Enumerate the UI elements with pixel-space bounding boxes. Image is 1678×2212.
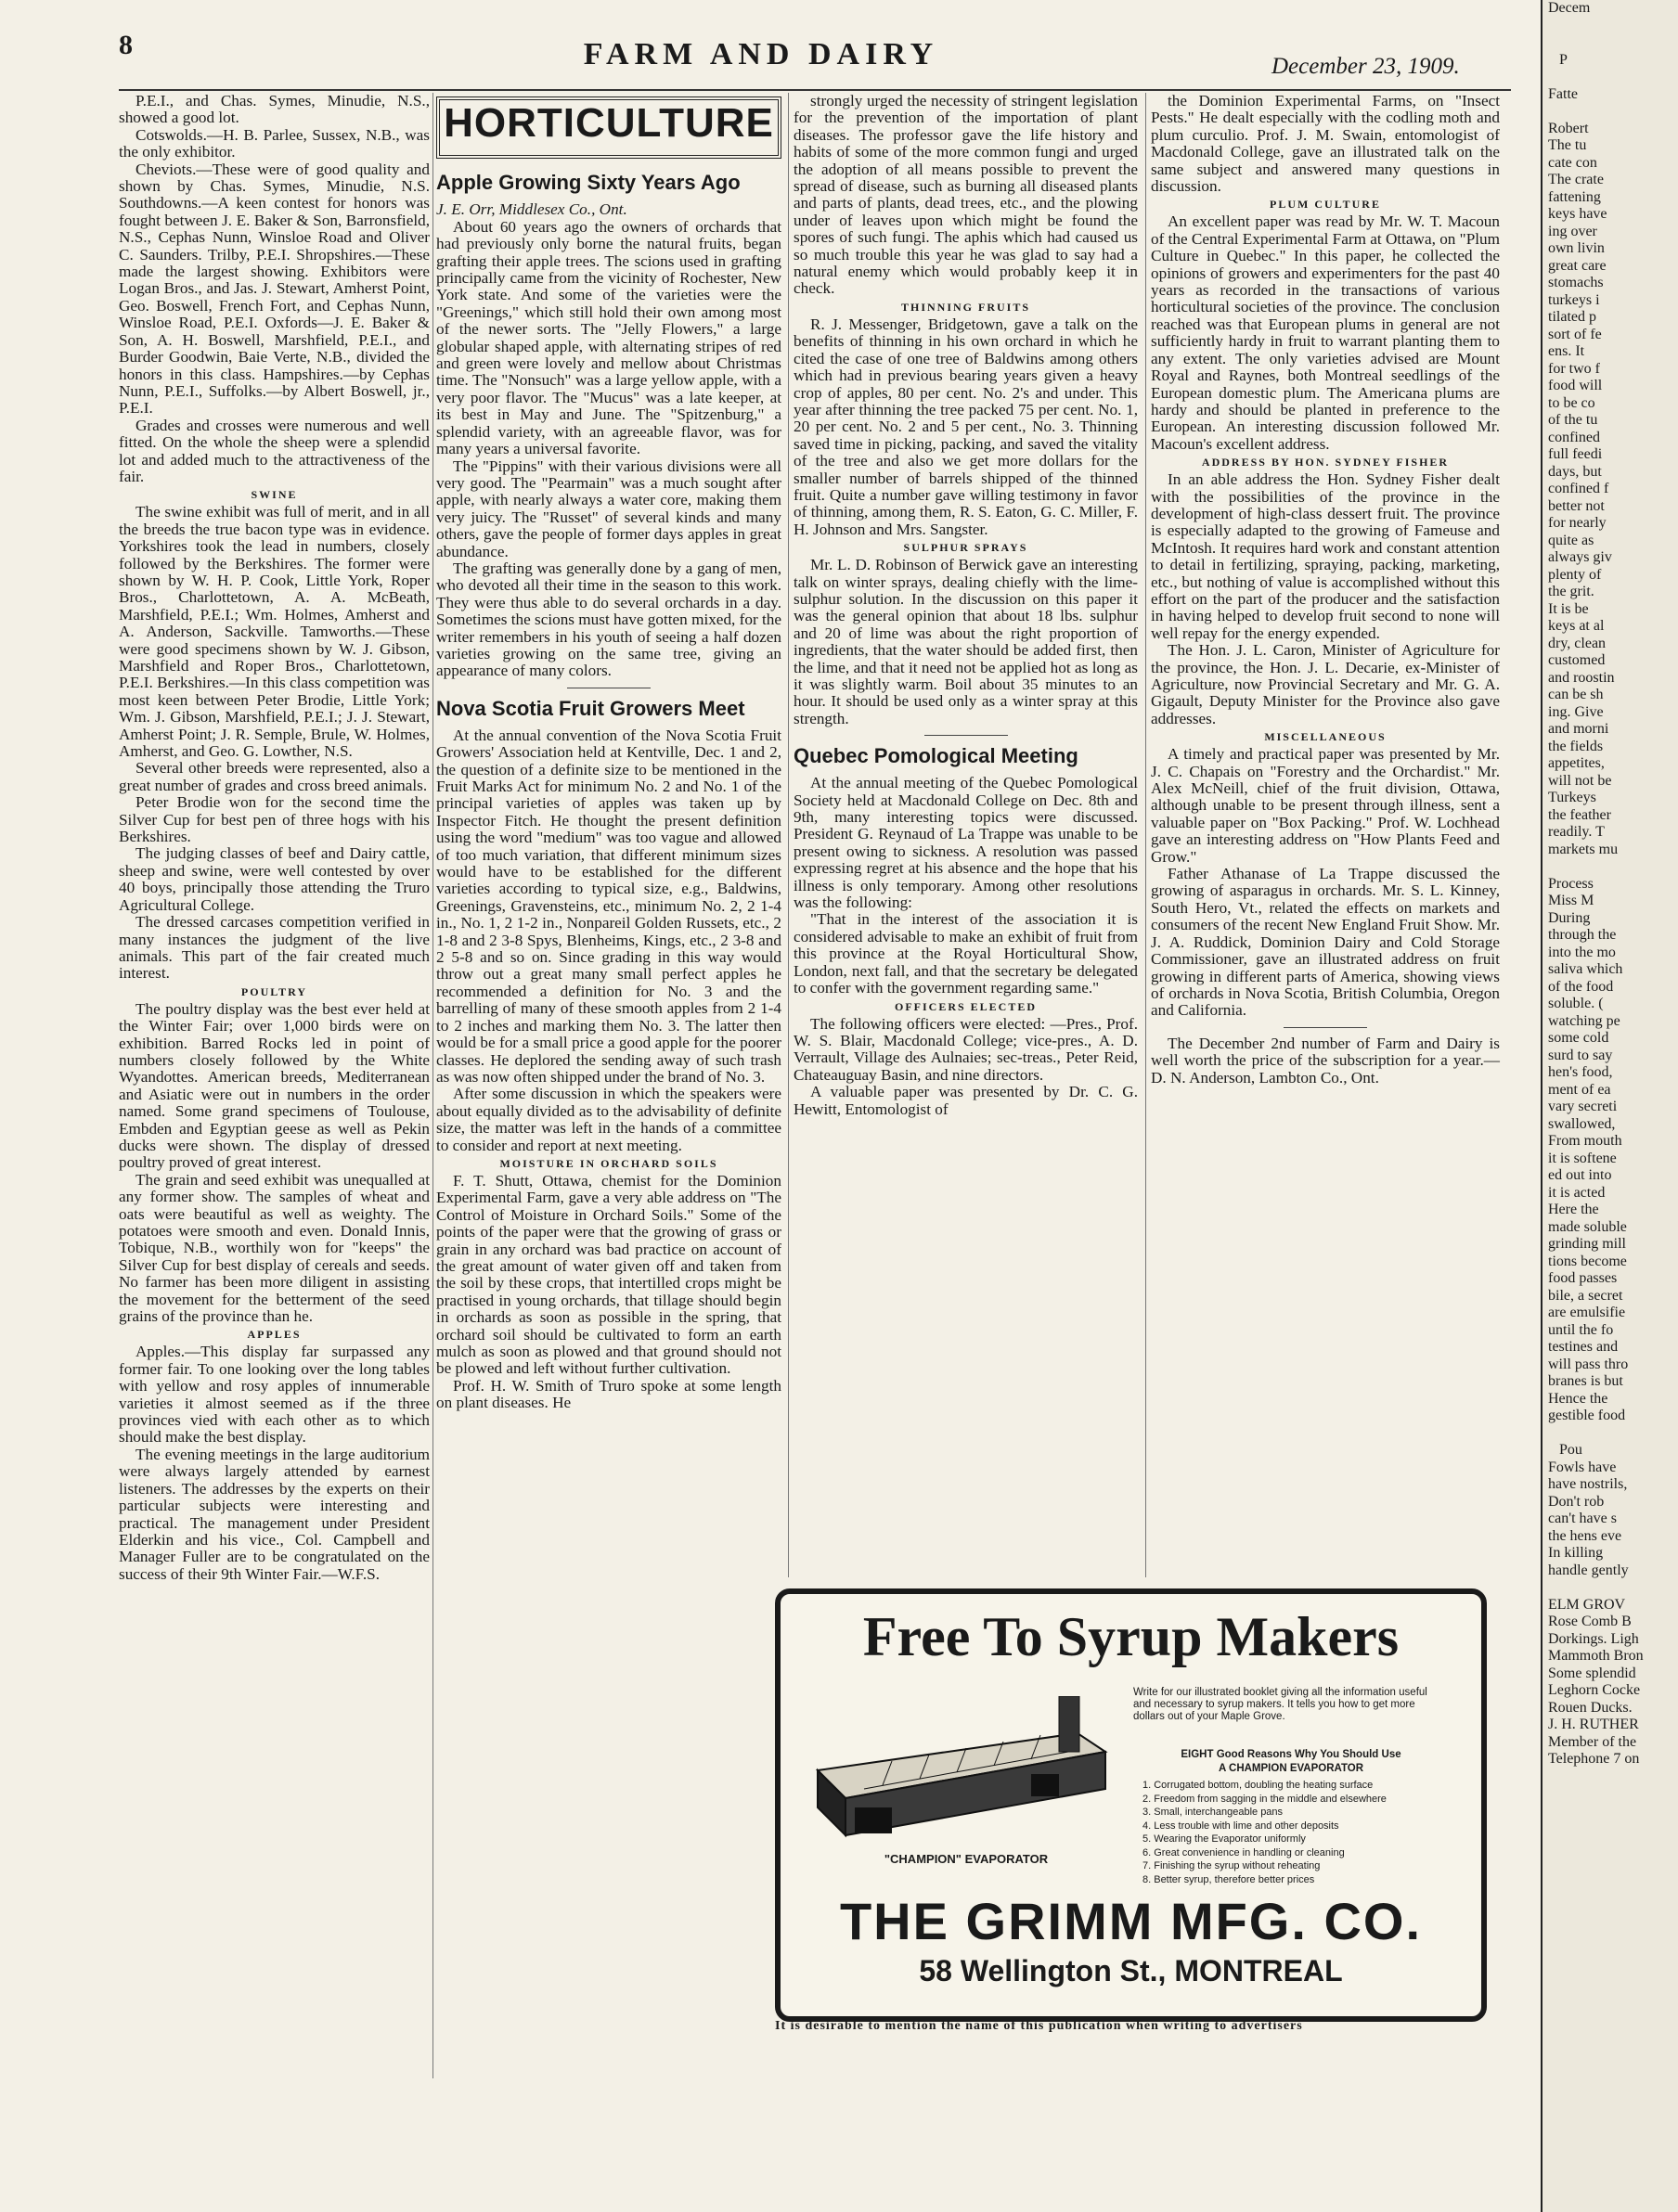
column-4 bbox=[1151, 93, 1500, 1087]
paragraph: The dressed carcases competition verified in many instances the judgment of the live animals. This part of the fair created much interest. bbox=[119, 913, 430, 983]
reasons-list bbox=[1142, 1780, 1449, 1887]
advertiser-notice: It is desirable to mention the name of this publication when writing to advertisers bbox=[775, 2019, 1303, 2033]
list-item: 3. Small, interchangeable pans bbox=[1142, 1807, 1284, 1818]
paragraph: The grain and seed exhibit was unequalled at any former show. The samples of wheat and oats were beautiful as well as weighty. The potatoes were smooth and even. Donald Innis, Tobique, N.B., worthily won for "keeps" the Silver Cup for best display of cereals and seeds. No farmer has been more diligent in assisting the movement for the betterment of the seed grains of the province than he. bbox=[119, 1170, 430, 1326]
list-item: 2. Freedom from sagging in the middle and elsewhere bbox=[1142, 1793, 1387, 1805]
paragraph: Cotswolds.—H. B. Parlee, Sussex, N.B., was the only exhibitor. bbox=[119, 125, 430, 161]
divider bbox=[1284, 1027, 1367, 1028]
paragraph: An excellent paper was read by Mr. W. T. Macoun of the Central Experimental Farm at Ottawa, on "Plum Culture in Quebec." In this paper, he collected the opinions of growers and experimenters for the past 40 years as recorded in the transactions of various horticultural societies of the province. The conclusion reached was that European plums in general are not sufficiently hardy in fruit to warrant planting them to any extent. The only varieties advised are Mount Royal and Raynes, both Montreal seedlings of the European domestic plum. The Americana plums are hardy and should be planted in preference to the European. An interesting discussion followed Mr. Macoun's excellent address. bbox=[1151, 212, 1500, 453]
column-2 bbox=[436, 93, 781, 1412]
evaporator-illustration bbox=[799, 1696, 1124, 1854]
paragraph: Prof. H. W. Smith of Truro spoke at some length on plant diseases. He bbox=[436, 1376, 781, 1412]
column-divider bbox=[1145, 93, 1146, 1577]
divider bbox=[924, 735, 1008, 736]
paragraph: After some discussion in which the speakers were about equally divided as to the advisability of definite size, the matter was left in the hands of a committee to consider and report at next meeting. bbox=[436, 1085, 781, 1154]
paragraph: About 60 years ago the owners of orchards that had previously only borne the natural fruits, began grafting their apple trees. The scions used in grafting principally came from the vicinity of Rochester, New York state. And some of the varieties were the "Greenings," which still hold their own among most of the newer sorts. The "Jelly Flowers," a large globular shaped apple, with alternating stripes of red and green were lovely and mellow about Christmas time. The "Nonsuch" was a large yellow apple, with a very poor flavor. The "Mucus" was a late keeper, at its best in May and June. The "Spitzenburg," a splendid variety, with an agreeable flavor, was for many years a universal favorite. bbox=[436, 217, 781, 458]
ad-title: Free To Syrup Makers bbox=[862, 1606, 1400, 1667]
paragraph: Apples.—This display far surpassed any former fair. To one looking over the long tables with yellow and rosy apples of innumerable varieties it almost seemed as if the three provinces vied with each other as to which should make the best display. bbox=[119, 1343, 430, 1447]
adjacent-page-text: Decem P Fatte Robert The tu cate con The crate fattening keys have ing over own livin great care stomachs turkeys i tilated p sort of fe ens. It for two f food will to be co of the tu confined full feedi days, but confined f better not for nearly quite as always giv plenty of the grit. It is be keys at al dry, clean customed and roostin can be sh ing. Give and morni the fields appetites, will not be Turkeys the feather readily. T markets mu Process Miss M During through the into the mo saliva which of the food soluble. ( watching pe some cold surd to say hen's food, ment of ea vary secreti swallowed, From mouth it is softene ed out into it is acted Here the made soluble grinding mill tions become food passes bile, a secret are emulsifie until the fo testines and will pass thro branes is but Hence the gestible food Pou Fowls have have nostrils, Don't rob can't have s the hens eve In killing handle gently ELM GROV Rose Comb B Dorkings. Ligh Mammoth Bron Some splendid Leghorn Cocke Rouen Ducks. J. H. RUTHER Member of the Telephone 7 on bbox=[1548, 0, 1644, 1767]
section-heading: MOISTURE IN ORCHARD SOILS bbox=[499, 1156, 718, 1170]
column-3 bbox=[794, 93, 1138, 1118]
ad-subheading-line: EIGHT Good Reasons Why You Should Use bbox=[1181, 1749, 1401, 1760]
column-1 bbox=[119, 93, 430, 1583]
paragraph: Father Athanase of La Trappe discussed the growing of asparagus in orchards. Mr. S. L. Kinney, South Hero, Vt., related the effects on markets and consumers of the recent New England Fruit Show. Mr. J. A. Ruddick, Dominion Dairy and Cold Storage Commissioner, gave an illustrated address on fruit growing in different parts of America, showing views of orchards in Nova Scotia, British Columbia, Oregon and California. bbox=[1151, 865, 1500, 1020]
company-name: THE GRIMM MFG. CO. bbox=[839, 1892, 1423, 1950]
section-heading: THINNING FRUITS bbox=[900, 300, 1031, 314]
paragraph: The December 2nd number of Farm and Dairy is well worth the price of the subscription for a year.—D. N. Anderson, Lambton Co., Ont. bbox=[1151, 1034, 1500, 1087]
paragraph: The grafting was generally done by a gang of men, who devoted all their time in the season to this work. They were thus able to do several orchards in a day. Sometimes the scions must have gotten mixed, for the writer remembers in his youth of seeing a half dozen varieties growing on the same tree, giving an appearance of many colors. bbox=[436, 559, 781, 680]
paragraph: P.E.I., and Chas. Symes, Minudie, N.S., showed a good lot. bbox=[119, 92, 430, 127]
ad-intro: Write for our illustrated booklet giving all the information useful and necessary to syrup makers. It tells you how to get more dollars out of your Maple Grove. bbox=[1133, 1687, 1427, 1722]
section-heading: PLUM CULTURE bbox=[1270, 198, 1381, 212]
section-heading: POULTRY bbox=[240, 984, 308, 998]
column-divider bbox=[788, 93, 789, 1577]
paragraph: A valuable paper was presented by Dr. C. G. Hewitt, Entomologist of bbox=[794, 1083, 1138, 1118]
banner-title: HORTICULTURE bbox=[444, 100, 774, 146]
paragraph: At the annual convention of the Nova Scotia Fruit Growers' Association held at Kentville, Dec. 1 and 2, the question of a definite size to be mentioned in the Fruit Marks Act for minimum No. 2 and No. 1 of the principal varieties of apples was taken up by Inspector Fitch. He thought the present definition using the word "medium" was too vague and allowed of too much variation, that different minimum sizes would have to be established for the different varieties according to typical size, e.g., Baldwins, Greenings, Gravensteins, etc., minimum No. 2, 2 1-4 in., No. 1, 2 1-2 in., Nonpareil Golden Russets, etc., 2 1-8 and 2 3-8 Spys, Blenheims, Kings, etc., 2 3-8 and 2 5-8 and so on. Since grading in this way would throw out a great many small perfect apples he recommended a definition for No. 3 and the barrelling of many of these smooth apples from 2 1-4 to 2 inches and marking them No. 3. The latter then would be for a small price a good apple for the poorer classes. He deplored the sending away of such trash as was now often shipped under the brand of No. 3. bbox=[436, 726, 781, 1086]
company-address: 58 Wellington St., MONTREAL bbox=[919, 1954, 1343, 1987]
list-item: 4. Less trouble with lime and other deposits bbox=[1142, 1820, 1339, 1832]
page-number: 8 bbox=[119, 30, 133, 60]
ad-subheading bbox=[1152, 1748, 1430, 1776]
section-heading: APPLES bbox=[247, 1328, 302, 1342]
paragraph: The judging classes of beef and Dairy cattle, sheep and swine, were well contested by over 40 boys, principally those attending the Truro Agricultural College. bbox=[119, 844, 430, 914]
paragraph: The following officers were elected: —Pres., Prof. W. S. Blair, Macdonald College; vice-pres., A. D. Verrault, Village des Aulnaies; sec-treas., Peter Reid, Chateauguay Basin, and nine directors. bbox=[794, 1014, 1138, 1084]
list-item: 1. Corrugated bottom, doubling the heating surface bbox=[1142, 1780, 1374, 1791]
paragraph: A timely and practical paper was presented by Mr. J. C. Chapais on "Forestry and the Orchardist." Mr. Alex McNeill, chief of the fruit division, Ottawa, although unable to be present through illness, sent a valuable paper on "Box Packing." Prof. W. Lochhead gave an interesting address on "How Plants Feed and Grow." bbox=[1151, 745, 1500, 866]
paragraph: R. J. Messenger, Bridgetown, gave a talk on the benefits of thinning in his own orchard in which he cited the case of one tree of Baldwins among others which had in previous bearing years given a heavy crop of apples, 80 per cent. No. 2's and under. This year after thinning the tree packed 75 per cent. No. 1, 20 per cent. No. 2 and 5 per cent., No. 3. Thinning saved time in picking, packing, and saved the vitality of the tree and also we get more dollars for the smaller number of barrels shipped of the thinned fruit. Quite a number gave willing testimony in favor of thinning, among them, R. S. Eaton, G. C. Miller, F. H. Johnson and Mrs. Sangster. bbox=[794, 315, 1138, 538]
list-item: 7. Finishing the syrup without reheating bbox=[1142, 1860, 1321, 1871]
section-heading: SULPHUR SPRAYS bbox=[903, 541, 1028, 555]
horticulture-banner bbox=[436, 96, 781, 159]
masthead: FARM AND DAIRY bbox=[583, 37, 939, 71]
section-heading: OFFICERS ELECTED bbox=[894, 999, 1038, 1013]
list-item: 8. Better syrup, therefore better prices bbox=[1142, 1873, 1315, 1885]
ad-subheading-line: A CHAMPION EVAPORATOR bbox=[1218, 1763, 1364, 1774]
article-headline: Nova Scotia Fruit Growers Meet bbox=[436, 696, 745, 720]
paragraph: "That in the interest of the association it is considered advisable to make an exhibit of fruit from this province at the Royal Horticultural Show, London, next fall, and that the secretary be delegated to confer with the government regarding same." bbox=[794, 910, 1138, 997]
byline: J. E. Orr, Middlesex Co., Ont. bbox=[436, 200, 627, 219]
article-headline: Quebec Pomological Meeting bbox=[794, 744, 1078, 768]
column-divider bbox=[432, 93, 433, 2078]
paragraph: Peter Brodie won for the second time the Silver Cup for best pen of three hogs with his Berkshires. bbox=[119, 793, 430, 846]
paragraph: the Dominion Experimental Farms, on "Insect Pests." He dealt especially with the codling moth and plum curculio. Prof. J. M. Swain, entomologist of Macdonald College, gave an illustrated talk on the same subject and answered many questions in discussion. bbox=[1151, 92, 1500, 196]
paragraph: At the annual meeting of the Quebec Pomological Society held at Macdonald College on Dec. 8th and 9th, many interesting topics were discussed. President G. Reynaud of La Trappe was unable to be present owing to sickness. A resolution was passed expressing regret at his absence and the hope that his illness is only temporary. Among other resolutions was the following: bbox=[794, 774, 1138, 912]
section-heading: SWINE bbox=[251, 488, 298, 502]
paragraph: The poultry display was the best ever held at the Winter Fair; over 1,000 birds were on exhibition. Barred Rocks led in point of numbers closely followed by the White Wyandottes. American breeds, Mediterranean and Asiatic were out in numbers in the order named. Some grand specimens of Toulouse, Embden and Egyptian geese as well as Pekin ducks were shown. The display of dressed poultry proved of great interest. bbox=[119, 999, 430, 1172]
list-item: 6. Great convenience in handling or cleaning bbox=[1142, 1846, 1345, 1858]
issue-date: December 23, 1909. bbox=[1271, 54, 1460, 79]
header-rule bbox=[119, 89, 1511, 91]
paragraph: Grades and crosses were numerous and well fitted. On the whole the sheep were a splendid lot and added much to the attractiveness of the fair. bbox=[119, 416, 430, 485]
paragraph: The "Pippins" with their various divisions were all very good. The "Pearmain" was a much sought after apple, with nearly always a water core, making them very juicy. The "Russet" of several kinds and many others, gave the people of former days apples in great abundance. bbox=[436, 457, 781, 560]
paragraph: The Hon. J. L. Caron, Minister of Agriculture for the province, the Hon. J. L. Decarie, ex-Minister of Agriculture, now Provincial Secretary and Mr. G. A. Gigault, Deputy Minister for the Province also gave addresses. bbox=[1151, 641, 1500, 727]
paragraph: The swine exhibit was full of merit, and in all the breeds the true bacon type was in evidence. Yorkshires took the lead in numbers, closely followed by the Berkshires. The former were shown by W. H. P. Cook, Little York, Roper Bros., Charlottetown, A. A. McBeath, Marshfield, P.E.I.; Wm. Holmes, Amherst and A. Anderson, Sackville. Tamworths.—These were good specimens shown by W. J. Gibson, Marshfield and Roper Bros., Charlottetown, P.E.I. Berkshires.—In this class competition was most keen between Peter Brodie, Little York; Wm. J. Gibson, Marshfield, P.E.I.; J. J. Stewart, Amherst Point; J. R. Semple, Brule, W. Holmes, Amherst, and Geo. G. Lowther, N.S. bbox=[119, 503, 430, 761]
paragraph: The evening meetings in the large auditorium were always largely attended by earnest listeners. The addresses by the experts on their particular subjects were interesting and practical. The management under President Elderkin and his vice., Col. Campbell and Manager Fuller are to be congratulated on the success of their 9th Winter Fair.—W.F.S. bbox=[119, 1445, 430, 1583]
article-headline: Apple Growing Sixty Years Ago bbox=[436, 171, 741, 195]
section-heading: ADDRESS BY HON. SYDNEY FISHER bbox=[1201, 456, 1450, 469]
paragraph: strongly urged the necessity of stringent legislation for the prevention of the importation of plant diseases. The professor gave the life history and habits of some of the more common fungi and urged the adoption of all means possible to prevent the spread of disease, such as burning all diseased plants and parts of plants, dead trees, etc., and the plowing under of leaves upon which might be found the spores of such fungi. The aphis which had caused us so much trouble this year he was glad to say had a natural enemy which would probably keep it in check. bbox=[794, 92, 1138, 298]
syrup-advertisement bbox=[775, 1588, 1487, 2022]
paragraph: F. T. Shutt, Ottawa, chemist for the Dominion Experimental Farm, gave a very able address on "The Control of Moisture in Orchard Soils." Some of the points of the paper were that the growing of grass or grain in any orchard was bad practice on account of the great amount of water given off and taken from the soil by these crops, that intertilled crops might be practised in young orchards, that tillage should begin in orchards as soon as possible in the spring, that orchard soil should be cultivated to form an earth mulch as soon as plowed and that ground should not be plowed and left without further cultivation. bbox=[436, 1171, 781, 1378]
paragraph: Several other breeds were represented, also a great number of grades and cross breed animals. bbox=[119, 759, 430, 794]
adjacent-page-edge bbox=[1541, 0, 1678, 2212]
paragraph: Cheviots.—These were of good quality and shown by Chas. Symes, Minudie, N.S. Southdowns.—A keen contest for honors was fought between J. E. Baker & Son, Barronsfield, N.S., Cephas Nunn, Winsloe Road and Oliver C. Saunders. Trilby, P.E.I. Shropshires.—These made the largest showing. Exhibitors were Logan Bros., and Jas. J. Stewart, Amherst Point, Geo. Boswell, French Fort, and Cephas Nunn, Winsloe Road, P.E.I. Oxfords—J. E. Baker & Son, A. H. Boswell, Marshfield, P.E.I., and Burder Goodwin, Baie Verte, N.B., divided the honors in this class. Hampshires.—by Cephas Nunn, P.E.I., Suffolks.—by Albert Boswell, jr., P.E.I. bbox=[119, 160, 430, 418]
list-item: 5. Wearing the Evaporator uniformly bbox=[1142, 1833, 1306, 1845]
paragraph: In an able address the Hon. Sydney Fisher dealt with the possibilities of the province in the development of high-class dessert fruit. The province is especially adapted to the growing of Fameuse and McIntosh. It requires hard work and constant attention to detail in fertilizing, spraying, packing, marketing, etc., but nothing of value is accomplished without this effort on the part of the producer and the satisfaction in having helped to develop fruit second to none will well repay for the energy expended. bbox=[1151, 470, 1500, 642]
illustration-caption: "CHAMPION" EVAPORATOR bbox=[884, 1852, 1049, 1866]
paragraph: Mr. L. D. Robinson of Berwick gave an interesting talk on winter sprays, dealing chiefly with the lime-sulphur solution. In the discussion on this paper it was the general opinion that about 18 lbs. sulphur and 20 of lime was about the right proportion of ingredients, that the water should be added first, then the lime, and that it need not be applied hot as long as it was slightly warm. Boil about 35 minutes to an hour. It should be used only as a winter spray at this strength. bbox=[794, 556, 1138, 727]
section-heading: MISCELLANEOUS bbox=[1264, 730, 1387, 744]
